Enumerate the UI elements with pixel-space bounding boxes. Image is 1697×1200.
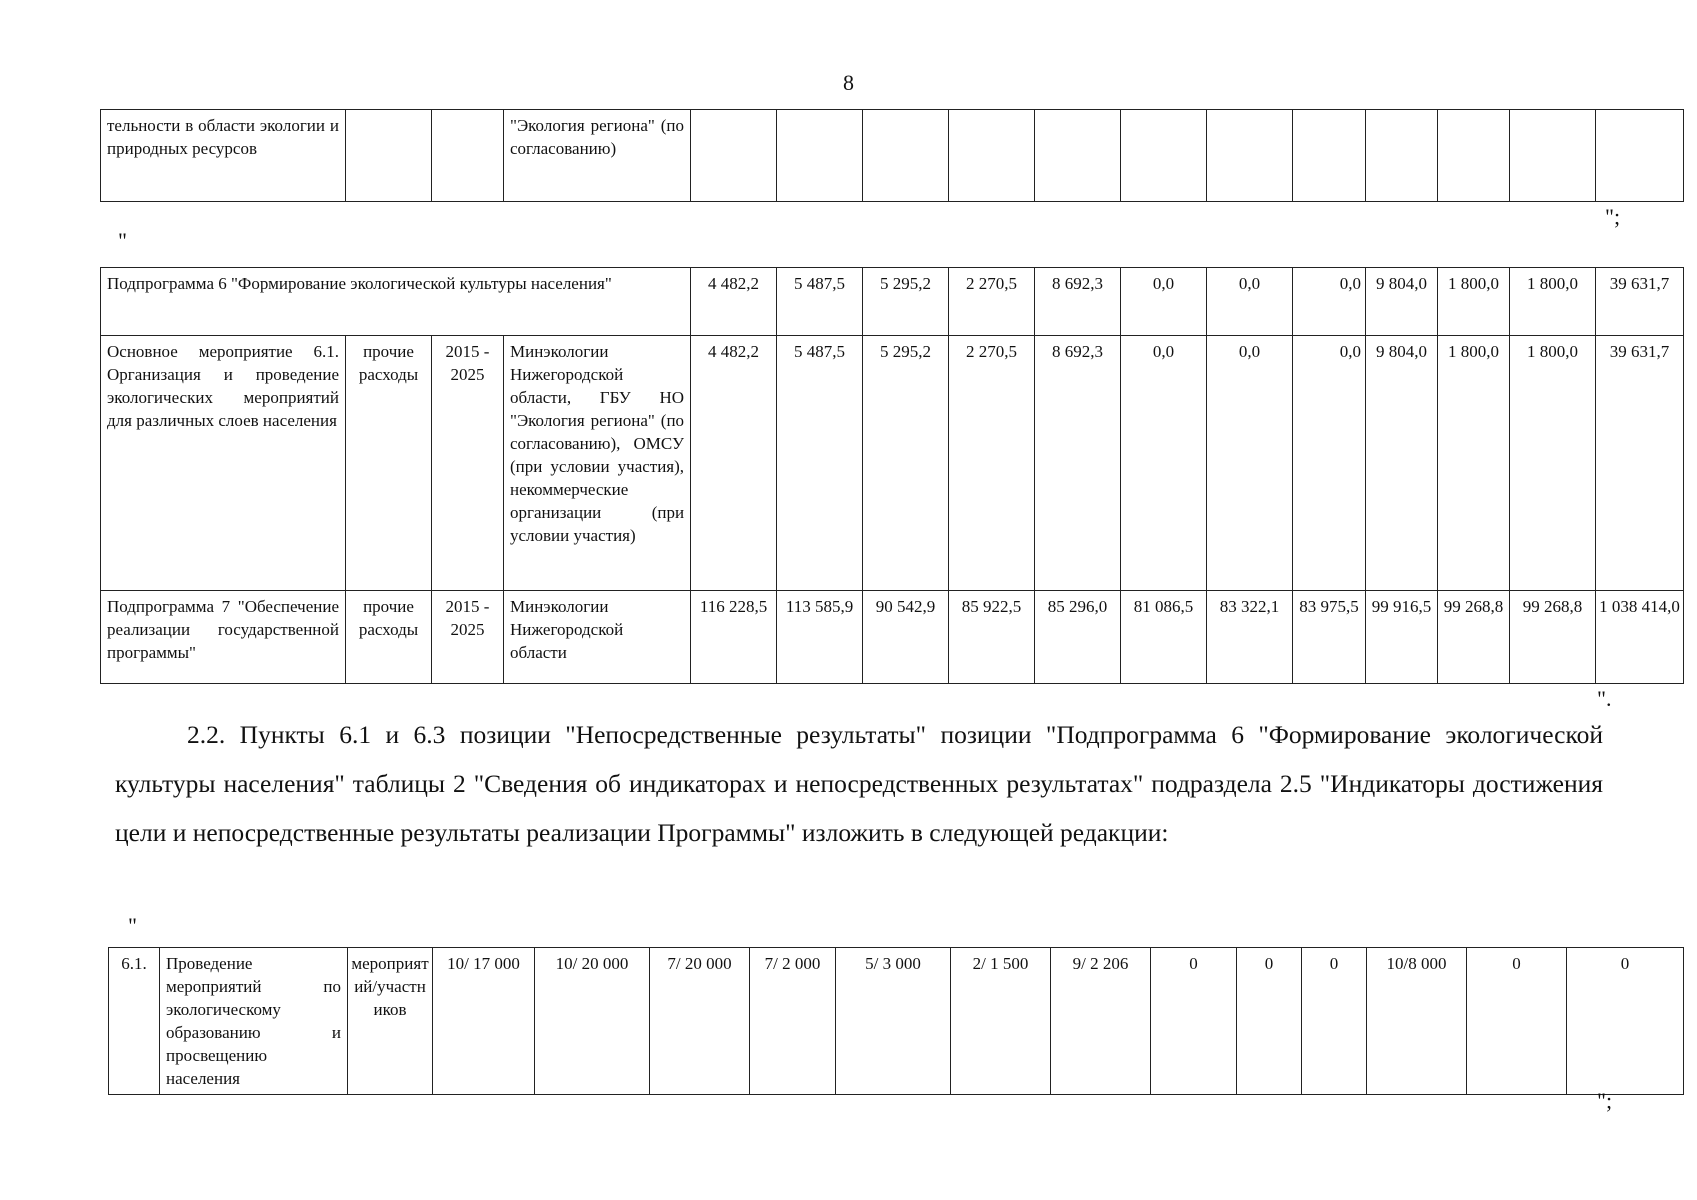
cell-name: Основное мероприятие 6.1. Организация и проведение экологических мероприятий для различных слоев населения [101, 336, 346, 591]
cell-value: 1 800,0 [1438, 336, 1510, 591]
table-indicators [108, 947, 1684, 1095]
cell-value: 0,0 [1207, 336, 1293, 591]
cell-value: 2 270,5 [949, 268, 1035, 336]
cell-value: 10/8 000 [1367, 948, 1467, 1095]
cell-executor: "Экология региона" (по согласованию) [504, 110, 691, 202]
cell [1035, 110, 1121, 202]
cell-value: 8 692,3 [1035, 268, 1121, 336]
cell-value: 0 [1151, 948, 1237, 1095]
cell-value: 99 916,5 [1366, 591, 1438, 684]
cell [949, 110, 1035, 202]
cell [1596, 110, 1684, 202]
cell-value: 1 038 414,0 [1596, 591, 1684, 684]
cell-value: 0,0 [1207, 268, 1293, 336]
table-row [101, 336, 1684, 591]
cell-name: Проведение мероприятий по экологическому образованию и просвещению населения [160, 948, 348, 1095]
cell-value: 5 487,5 [777, 268, 863, 336]
cell [432, 110, 504, 202]
cell-value: 116 228,5 [691, 591, 777, 684]
page-number: 8 [843, 70, 854, 95]
cell [1438, 110, 1510, 202]
cell-executor: Минэкологии Нижегородской области [504, 591, 691, 684]
cell-value: 1 800,0 [1438, 268, 1510, 336]
cell-value: 83 322,1 [1207, 591, 1293, 684]
cell-value: 0,0 [1293, 336, 1366, 591]
cell-value: 39 631,7 [1596, 268, 1684, 336]
cell [1207, 110, 1293, 202]
cell-value: 7/ 20 000 [650, 948, 750, 1095]
cell-value: 0 [1237, 948, 1302, 1095]
cell-type: прочие расходы [346, 336, 432, 591]
cell-value: 39 631,7 [1596, 336, 1684, 591]
cell-number: 6.1. [109, 948, 160, 1095]
cell-value: 0,0 [1121, 268, 1207, 336]
cell-value: 85 296,0 [1035, 591, 1121, 684]
cell-value: 2/ 1 500 [951, 948, 1051, 1095]
cell-value: 0,0 [1293, 268, 1366, 336]
cell-value: 8 692,3 [1035, 336, 1121, 591]
cell-period: 2015 - 2025 [432, 591, 504, 684]
cell-type: прочие расходы [346, 591, 432, 684]
cell-value: 83 975,5 [1293, 591, 1366, 684]
cell-value: 1 800,0 [1510, 268, 1596, 336]
cell-value: 5 487,5 [777, 336, 863, 591]
cell-value: 2 270,5 [949, 336, 1035, 591]
cell-value: 5 295,2 [863, 336, 949, 591]
cell-value: 0 [1567, 948, 1684, 1095]
unit-text: мероприятий/участников [351, 954, 429, 1019]
cell-value: 113 585,9 [777, 591, 863, 684]
cell [1366, 110, 1438, 202]
cell-value: 99 268,8 [1510, 591, 1596, 684]
cell-value: 4 482,2 [691, 336, 777, 591]
cell-value: 85 922,5 [949, 591, 1035, 684]
cell [1293, 110, 1366, 202]
table-row [101, 110, 1684, 202]
cell-value: 10/ 20 000 [535, 948, 650, 1095]
cell-name: Подпрограмма 7 "Обеспечение реализации государственной программы" [101, 591, 346, 684]
cell-value: 81 086,5 [1121, 591, 1207, 684]
cell-value: 10/ 17 000 [433, 948, 535, 1095]
cell [777, 110, 863, 202]
cell-value: 99 268,8 [1438, 591, 1510, 684]
cell-value: 9 804,0 [1366, 268, 1438, 336]
cell-value: 5/ 3 000 [836, 948, 951, 1095]
table-subprograms [100, 267, 1684, 684]
cell-name: Подпрограмма 6 "Формирование экологической культуры населения" [101, 268, 691, 336]
cell-value: 0 [1302, 948, 1367, 1095]
cell-executor: Минэкологии Нижегородской области, ГБУ НО "Экология региона" (по согласованию), ОМСУ (при условии участия), некоммерческие организации (при условии участия) [504, 336, 691, 591]
cell [1510, 110, 1596, 202]
amendment-paragraph: 2.2. Пункты 6.1 и 6.3 позиции "Непосредственные результаты" позиции "Подпрограмма 6 "Формирование экологической культуры населения" таблицы 2 "Сведения об индикаторах и непосредственных результатах" подраздела 2.5 "Индикаторы достижения цели и непосредственные результаты реализации Программы" изложить в следующей редакции: [115, 720, 1603, 847]
table-row [101, 268, 1684, 336]
cell-value: 9/ 2 206 [1051, 948, 1151, 1095]
cell-value: 9 804,0 [1366, 336, 1438, 591]
cell-name: тельности в области экологии и природных ресурсов [101, 110, 346, 202]
cell-value: 4 482,2 [691, 268, 777, 336]
cell-unit [348, 948, 433, 1095]
table-row [109, 948, 1684, 1095]
cell [1121, 110, 1207, 202]
cell-value: 0,0 [1121, 336, 1207, 591]
table-fragment-top [100, 109, 1684, 202]
cell-value: 0 [1467, 948, 1567, 1095]
close-quote: ". [1597, 686, 1612, 711]
cell [863, 110, 949, 202]
close-quote: "; [1605, 204, 1621, 229]
close-quote: "; [1597, 1088, 1613, 1113]
cell [346, 110, 432, 202]
open-quote: " [118, 228, 127, 253]
open-quote: " [128, 913, 137, 938]
cell-value: 7/ 2 000 [750, 948, 836, 1095]
table-row [101, 591, 1684, 684]
cell-value: 1 800,0 [1510, 336, 1596, 591]
cell-value: 5 295,2 [863, 268, 949, 336]
cell-period: 2015 - 2025 [432, 336, 504, 591]
cell [691, 110, 777, 202]
cell-value: 90 542,9 [863, 591, 949, 684]
